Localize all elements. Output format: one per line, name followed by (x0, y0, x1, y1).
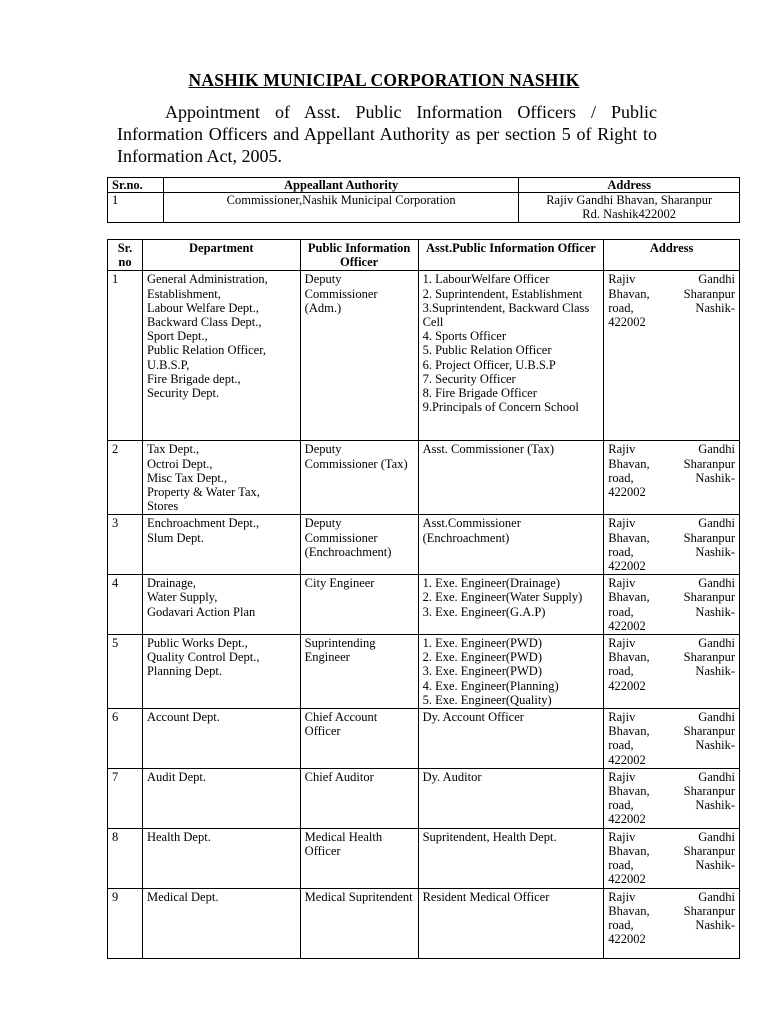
address-line: road, Nashik- (608, 798, 735, 813)
cell-sr-no: 7 (108, 768, 143, 828)
department-line: U.B.S.P, (146, 357, 190, 372)
address-line: 422002 (608, 812, 646, 827)
apio-line: 3.Suprintendent, Backward Class Cell (422, 300, 590, 330)
cell-address (604, 888, 740, 958)
cell-department (142, 271, 300, 441)
document-subtitle (117, 101, 657, 167)
address-line: road, Nashik- (608, 604, 735, 619)
subtitle-text: Appointment of Asst. Public Information Officers / Public Information Officers and Appellant Authority as per section 5 of Right to Information Act, 2005. (117, 102, 657, 166)
address-line: 422002 (608, 618, 646, 633)
department-line: Health Dept. (146, 829, 211, 844)
department-line: Water Supply, (146, 590, 218, 605)
document-title: NASHIK MUNICIPAL CORPORATION NASHIK (188, 70, 580, 90)
table-row (108, 828, 740, 888)
header-sr-no: Sr. no (108, 240, 143, 271)
department-line: Security Dept. (146, 386, 220, 401)
cell-sr-no: 9 (108, 888, 143, 958)
cell-department (142, 515, 300, 575)
cell-address (604, 515, 740, 575)
address-line: Bhavan, Sharanpur (608, 784, 735, 799)
department-line: Misc Tax Dept., (146, 470, 228, 485)
department-line: Account Dept. (146, 710, 220, 725)
cell-pio: Medical Supritendent (300, 888, 418, 958)
department-line: Drainage, (146, 576, 196, 591)
cell-department (142, 709, 300, 769)
cell-address (604, 635, 740, 709)
address-line: Rd. Nashik422002 (582, 207, 677, 222)
cell-department (142, 768, 300, 828)
address-line: road, Nashik- (608, 544, 735, 559)
address-line: 422002 (608, 932, 646, 947)
department-line: Medical Dept. (146, 889, 219, 904)
apio-line: 2. Exe. Engineer(Water Supply) (422, 590, 583, 605)
cell-apio (418, 441, 604, 515)
department-line: Labour Welfare Dept., (146, 300, 259, 315)
address-line: Rajiv Gandhi (608, 636, 735, 651)
officers-table-body (108, 271, 740, 958)
header-sr-no: Sr.no. (108, 178, 164, 193)
table-row (108, 515, 740, 575)
cell-sr-no: 1 (108, 193, 164, 222)
department-line: Quality Control Dept., (146, 650, 260, 665)
table-row (108, 635, 740, 709)
department-line: Slum Dept. (146, 530, 204, 545)
table-row (108, 271, 740, 441)
apio-line: 5. Public Relation Officer (422, 343, 552, 358)
cell-address (604, 828, 740, 888)
header-address: Address (604, 240, 740, 271)
cell-address (604, 768, 740, 828)
cell-department (142, 575, 300, 635)
apio-line: 2. Suprintendent, Establishment (422, 286, 583, 301)
appellant-authority-table (107, 177, 740, 223)
cell-department (142, 828, 300, 888)
address-line: Bhavan, Sharanpur (608, 590, 735, 605)
address-line: Bhavan, Sharanpur (608, 724, 735, 739)
department-line: Public Works Dept., (146, 636, 248, 651)
cell-pio: Suprintending Engineer (300, 635, 418, 709)
apio-line: 3. Exe. Engineer(G.A.P) (422, 604, 546, 619)
header-apio: Asst.Public Information Officer (418, 240, 604, 271)
address-line: road, Nashik- (608, 664, 735, 679)
apio-line: 8. Fire Brigade Officer (422, 386, 537, 401)
cell-pio: Deputy Commissioner (Adm.) (300, 271, 418, 441)
department-line: Planning Dept. (146, 664, 222, 679)
department-line: Tax Dept., (146, 442, 200, 457)
table-row (108, 441, 740, 515)
department-line: Property & Water Tax, (146, 485, 260, 500)
address-line: 422002 (608, 315, 646, 330)
cell-sr-no: 3 (108, 515, 143, 575)
cell-apio (418, 271, 604, 441)
address-line: 422002 (608, 678, 646, 693)
department-line: General Administration, (146, 272, 268, 287)
department-line: Enchroachment Dept., (146, 516, 260, 531)
table-row (108, 888, 740, 958)
address-line: Rajiv Gandhi (608, 769, 735, 784)
table-row (108, 575, 740, 635)
apio-line: Resident Medical Officer (422, 889, 550, 904)
apio-line: 9.Principals of Concern School (422, 400, 579, 415)
address-line: Rajiv Gandhi (608, 710, 735, 725)
cell-pio: Deputy Commissioner (Enchroachment) (300, 515, 418, 575)
apio-line: 3. Exe. Engineer(PWD) (422, 664, 542, 679)
address-line: 422002 (608, 752, 646, 767)
apio-line: 4. Sports Officer (422, 329, 507, 344)
table-row (108, 193, 740, 222)
cell-sr-no: 4 (108, 575, 143, 635)
cell-pio: Chief Auditor (300, 768, 418, 828)
apio-line: Asst.Commissioner (Enchroachment) (422, 516, 521, 545)
department-line: Fire Brigade dept., (146, 371, 241, 386)
cell-appellant-authority: Commissioner,Nashik Municipal Corporation (163, 193, 518, 222)
address-line: Bhavan, Sharanpur (608, 843, 735, 858)
apio-line: Dy. Auditor (422, 769, 482, 784)
cell-sr-no: 5 (108, 635, 143, 709)
apio-line: 4. Exe. Engineer(Planning) (422, 678, 559, 693)
cell-apio (418, 575, 604, 635)
address-line: 422002 (608, 872, 646, 887)
apio-line: 7. Security Officer (422, 371, 516, 386)
address-line: Rajiv Gandhi Bhavan, Sharanpur (546, 193, 713, 208)
department-line: Backward Class Dept., (146, 315, 262, 330)
apio-line: Supritendent, Health Dept. (422, 829, 557, 844)
header-pio: Public Information Officer (300, 240, 418, 271)
apio-line: 2. Exe. Engineer(PWD) (422, 650, 542, 665)
address-line: Bhavan, Sharanpur (608, 903, 735, 918)
address-line: road, Nashik- (608, 470, 735, 485)
address-line: Rajiv Gandhi (608, 442, 735, 457)
cell-apio (418, 768, 604, 828)
department-line: Godavari Action Plan (146, 604, 256, 619)
address-line: Rajiv Gandhi (608, 272, 735, 287)
address-line: Bhavan, Sharanpur (608, 530, 735, 545)
address-line: Rajiv Gandhi (608, 516, 735, 531)
table-row (108, 768, 740, 828)
cell-address (519, 193, 740, 222)
cell-pio: Deputy Commissioner (Tax) (300, 441, 418, 515)
apio-line: 1. Exe. Engineer(Drainage) (422, 576, 561, 591)
cell-pio: Chief Account Officer (300, 709, 418, 769)
address-line: Rajiv Gandhi (608, 576, 735, 591)
cell-sr-no: 8 (108, 828, 143, 888)
cell-apio (418, 635, 604, 709)
table-row (108, 709, 740, 769)
department-line: Audit Dept. (146, 769, 206, 784)
apio-line: 1. LabourWelfare Officer (422, 272, 550, 287)
apio-line: 6. Project Officer, U.B.S.P (422, 357, 556, 372)
address-line: Bhavan, Sharanpur (608, 456, 735, 471)
cell-address (604, 271, 740, 441)
address-line: Rajiv Gandhi (608, 829, 735, 844)
apio-line: Asst. Commissioner (Tax) (422, 442, 554, 457)
cell-address (604, 575, 740, 635)
cell-address (604, 441, 740, 515)
cell-department (142, 635, 300, 709)
cell-department (142, 888, 300, 958)
address-line: road, Nashik- (608, 738, 735, 753)
address-line: Bhavan, Sharanpur (608, 286, 735, 301)
department-line: Public Relation Officer, (146, 343, 266, 358)
table-header-row (108, 240, 740, 271)
department-line: Sport Dept., (146, 329, 208, 344)
cell-address (604, 709, 740, 769)
cell-apio (418, 888, 604, 958)
header-appellant-authority: Appeallant Authority (163, 178, 518, 193)
address-line: 422002 (608, 485, 646, 500)
header-address: Address (519, 178, 740, 193)
cell-apio (418, 828, 604, 888)
department-line: Octroi Dept., (146, 456, 213, 471)
address-line: 422002 (608, 559, 646, 574)
apio-line: 1. Exe. Engineer(PWD) (422, 636, 542, 651)
cell-sr-no: 1 (108, 271, 143, 441)
department-line: Establishment, (146, 286, 221, 301)
cell-department (142, 441, 300, 515)
cell-apio (418, 709, 604, 769)
cell-sr-no: 2 (108, 441, 143, 515)
address-line: road, Nashik- (608, 917, 735, 932)
address-line: road, Nashik- (608, 858, 735, 873)
cell-apio (418, 515, 604, 575)
officers-table (107, 239, 740, 959)
apio-line: 5. Exe. Engineer(Quality) (422, 692, 552, 707)
address-line: road, Nashik- (608, 300, 735, 315)
cell-pio: Medical Health Officer (300, 828, 418, 888)
header-department: Department (142, 240, 300, 271)
cell-pio: City Engineer (300, 575, 418, 635)
department-line: Stores (146, 499, 179, 514)
cell-sr-no: 6 (108, 709, 143, 769)
address-line: Bhavan, Sharanpur (608, 650, 735, 665)
address-line: Rajiv Gandhi (608, 889, 735, 904)
table-header-row (108, 178, 740, 193)
apio-line: Dy. Account Officer (422, 710, 524, 725)
